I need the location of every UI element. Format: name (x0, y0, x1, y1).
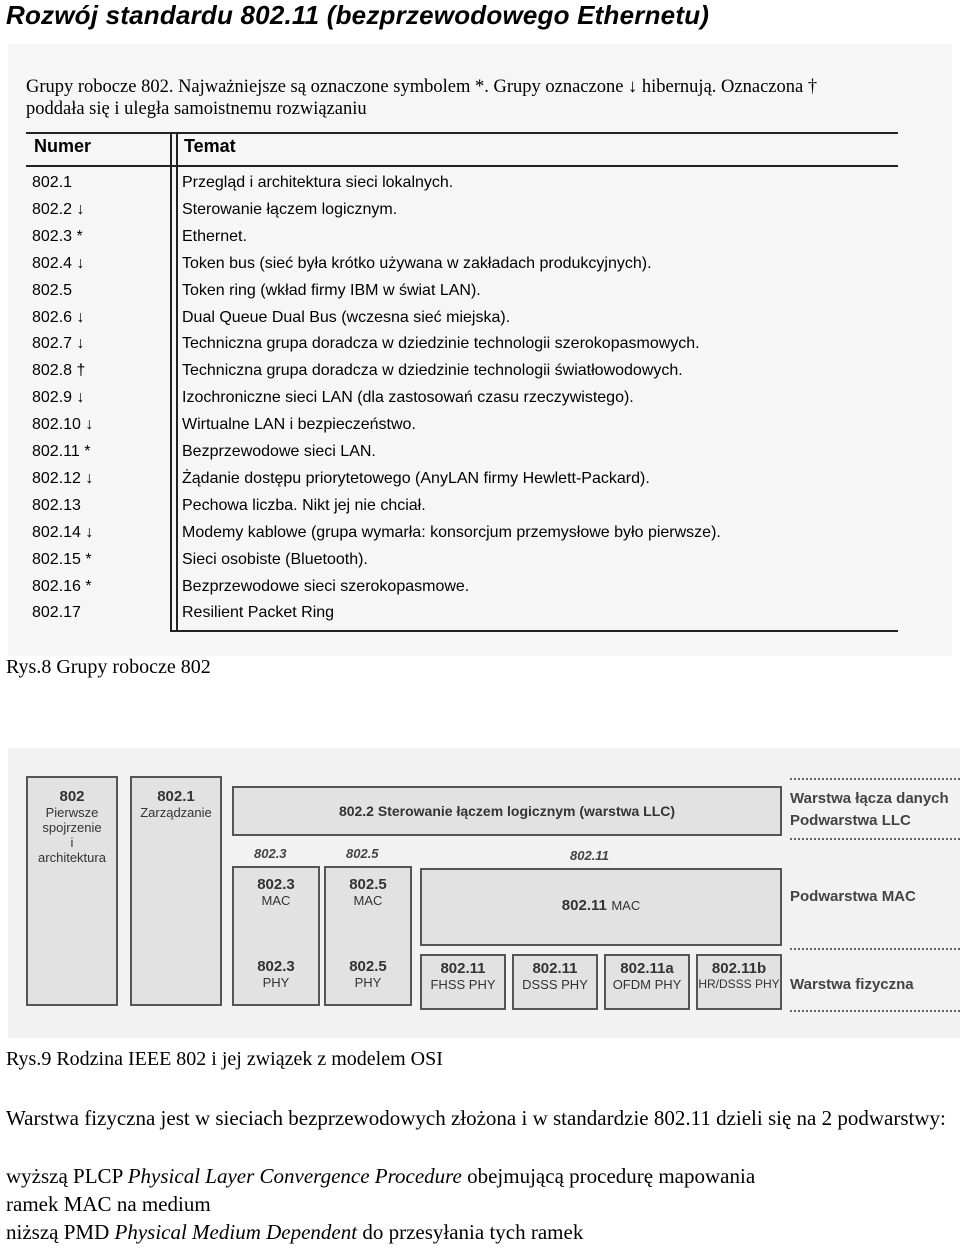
box-phy-ofdm (604, 954, 690, 1010)
table-cell-topic: Żądanie dostępu priorytetowego (AnyLAN firmy Hewlett-Packard). (182, 469, 650, 487)
box-8025 (324, 866, 412, 1006)
table-cell-number: 802.17 (32, 604, 81, 622)
text-span: do przesyłania tych ramek (357, 1220, 584, 1244)
table-cell-number: 802.4 ↓ (32, 254, 85, 272)
paragraph (6, 1162, 954, 1191)
table-cell-number: 802.10 ↓ (32, 416, 94, 434)
table-cell-number: 802.12 ↓ (32, 469, 94, 487)
box-label: PHY (354, 975, 382, 990)
box-label: 802.11 (532, 960, 578, 977)
layer-divider (790, 1010, 960, 1012)
box-label: 802.11b (711, 960, 767, 977)
table-cell-number: 802.3 * (32, 227, 83, 245)
layer-divider (790, 778, 960, 780)
table-cell-topic: Sieci osobiste (Bluetooth). (182, 550, 368, 568)
column-header-topic: Temat (184, 136, 236, 156)
table-cell-topic: Bezprzewodowe sieci szerokopasmowe. (182, 577, 470, 595)
paragraph: ramek MAC na medium (6, 1192, 211, 1216)
box-label: 802.5 (349, 958, 387, 975)
figure-header-line1: Grupy robocze 802. Najważniejsze są oznaczone symbolem *. Grupy oznaczone ↓ hibernują. Oznaczona † (26, 77, 818, 97)
ieee802-family-figure (8, 748, 960, 1038)
llc-bar-label: 802.2 Sterowanie łączem logicznym (warstwa LLC) (338, 803, 676, 819)
box-label: spojrzenie (42, 820, 102, 835)
table-cell-topic: Techniczna grupa doradcza w dziedzinie technologii szerokopasmowych. (182, 335, 700, 353)
box-phy-dsss (512, 954, 598, 1010)
text-span: niższą PMD (6, 1220, 115, 1244)
table-cell-topic: Ethernet. (182, 227, 247, 245)
layer-divider (790, 838, 960, 840)
box-label: Pierwsze (45, 805, 99, 820)
box-label: 802.11a (620, 960, 674, 977)
label-8023: 802.3 (254, 846, 287, 861)
table-cell-number: 802.1 (32, 174, 73, 191)
box-label: OFDM PHY (612, 977, 682, 992)
box-8021-management (130, 776, 222, 1006)
table-cell-topic: Izochroniczne sieci LAN (dla zastosowań czasu rzeczywistego). (182, 389, 634, 407)
box-label: 802.5 (349, 876, 387, 893)
column-header-number: Numer (34, 136, 92, 156)
page-title: Rozwój standardu 802.11 (bezprzewodowego Ethernetu) (6, 0, 710, 30)
paragraph: Warstwa fizyczna jest w sieciach bezprzewodowych złożona i w standardzie 802.11 dzieli się na 2 podwarstwy: (6, 1106, 946, 1130)
working-groups-figure (8, 44, 952, 656)
box-label: 802.3 (257, 958, 295, 975)
box-802-overview (26, 776, 118, 1006)
term-pmd: Physical Medium Dependent (114, 1220, 358, 1244)
table-cell-number: 802.2 ↓ (32, 200, 85, 218)
box-8023 (232, 866, 320, 1006)
table-cell-number: 802.14 ↓ (32, 523, 94, 541)
table-cell-number: 802.9 ↓ (32, 389, 85, 407)
box-label: DSSS PHY (522, 977, 588, 992)
table-top-rule (26, 132, 898, 134)
table-cell-topic: Dual Queue Dual Bus (wczesna sieć miejska). (182, 308, 511, 326)
box-label: architektura (38, 850, 106, 865)
table-bottom-rule (170, 630, 898, 632)
box-label: Zarządzanie (140, 805, 212, 820)
table-cell-topic: Pechowa liczba. Nikt jej nie chciał. (182, 496, 426, 514)
box-label: 802.1 (157, 788, 195, 805)
figure-header-line2: poddała się i uległa samoistnemu rozwiązaniu (26, 99, 367, 119)
table-cell-topic: Techniczna grupa doradcza w dziedzinie technologii światłowodowych. (182, 362, 683, 380)
side-label-datalink: Warstwa łącza danych (790, 790, 949, 807)
table-cell-number: 802.16 * (32, 577, 92, 595)
figure-header (26, 76, 946, 120)
table-cell-number: 802.15 * (32, 550, 92, 568)
side-label-llc: Podwarstwa LLC (790, 812, 911, 829)
box-label: 802.11 (561, 897, 607, 914)
table-cell-number: 802.6 ↓ (32, 308, 85, 326)
box-label: MAC (261, 893, 291, 908)
text-span: wyższą PLCP (6, 1164, 128, 1188)
table-column-rule (170, 134, 172, 630)
table-cell-topic: Token ring (wkład firmy IBM w świat LAN). (182, 281, 481, 299)
table-cell-number: 802.7 ↓ (32, 335, 85, 353)
box-label: HR/DSSS PHY (698, 977, 780, 991)
box-label: i (70, 835, 74, 850)
box-label: FHSS PHY (430, 977, 496, 992)
llc-sublayer-bar (232, 786, 782, 836)
side-label-physical: Warstwa fizyczna (790, 976, 914, 993)
side-label-mac: Podwarstwa MAC (790, 888, 916, 905)
table-header-rule (26, 165, 898, 167)
table-cell-topic: Token bus (sieć była krótko używana w zakładach produkcyjnych). (182, 254, 652, 272)
table-cell-number: 802.5 (32, 281, 73, 299)
box-phy-fhss (420, 954, 506, 1010)
box-label: MAC (611, 898, 641, 913)
box-label: 802 (59, 788, 85, 805)
table-cell-number: 802.11 * (32, 443, 91, 460)
figure-caption: Rys.8 Grupy robocze 802 (6, 656, 211, 678)
box-label: PHY (262, 975, 290, 990)
box-phy-hrdsss (696, 954, 782, 1010)
label-80211: 802.11 (570, 848, 609, 863)
text-span: obejmującą procedurę mapowania (461, 1164, 756, 1188)
box-label: 802.3 (257, 876, 295, 893)
table-cell-topic: Sterowanie łączem logicznym. (182, 200, 398, 218)
table-cell-topic: Wirtualne LAN i bezpieczeństwo. (182, 416, 416, 434)
box-80211-mac (420, 868, 782, 946)
table-cell-topic: Przegląd i architektura sieci lokalnych. (182, 174, 454, 191)
paragraph (6, 1218, 954, 1247)
table-cell-number: 802.13 (32, 496, 81, 514)
table-column-rule (176, 134, 178, 630)
table-cell-number: 802.8 † (32, 362, 86, 380)
table-cell-topic: Bezprzewodowe sieci LAN. (182, 443, 376, 460)
term-plcp: Physical Layer Convergence Procedure (127, 1164, 462, 1188)
table-cell-topic: Resilient Packet Ring (182, 604, 335, 622)
box-label: MAC (353, 893, 383, 908)
box-label: 802.11 (440, 960, 486, 977)
figure-caption: Rys.9 Rodzina IEEE 802 i jej związek z modelem OSI (6, 1048, 443, 1070)
label-8025: 802.5 (346, 846, 379, 861)
table-cell-topic: Modemy kablowe (grupa wymarła: konsorcjum przemysłowe było pierwsze). (182, 523, 721, 541)
layer-divider (790, 948, 960, 950)
